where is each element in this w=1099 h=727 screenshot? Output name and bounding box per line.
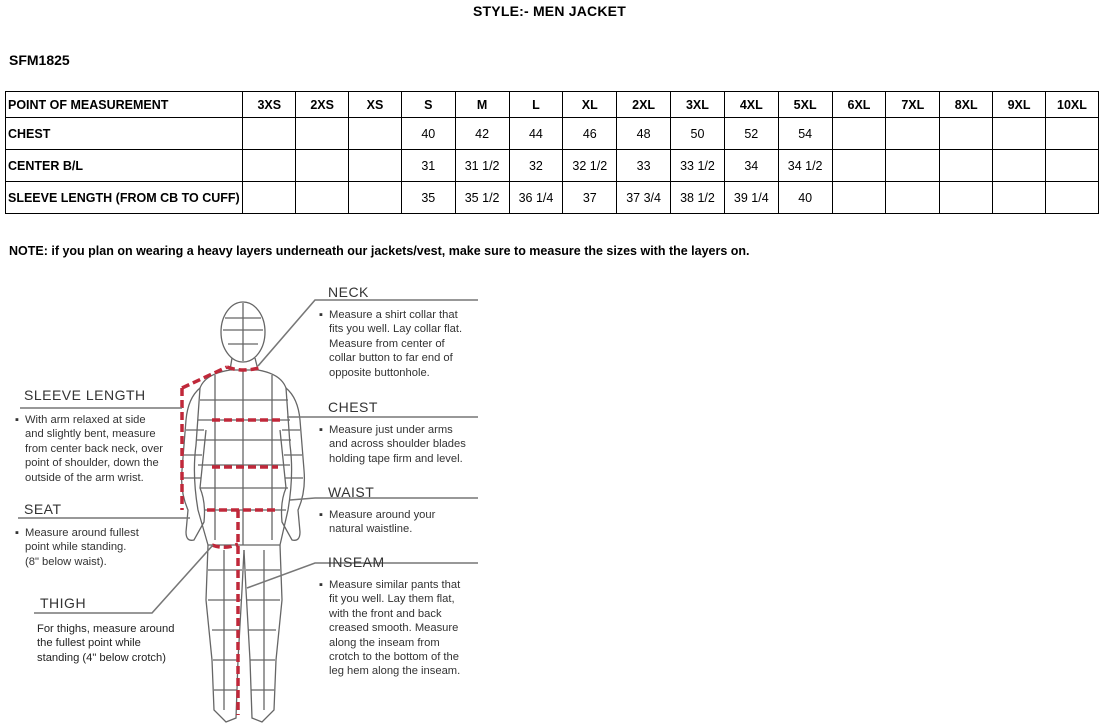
column-header-size: 10XL bbox=[1045, 92, 1098, 118]
size-value-cell: 52 bbox=[724, 118, 778, 150]
style-title: STYLE:- MEN JACKET bbox=[473, 3, 626, 19]
desc-line: fit you well. Lay them flat, bbox=[329, 593, 455, 606]
desc-line: collar button to far end of bbox=[329, 352, 453, 365]
desc-line: along the inseam from bbox=[329, 636, 440, 649]
seat-title: SEAT bbox=[24, 501, 62, 517]
column-header-size: M bbox=[455, 92, 509, 118]
measurement-guide bbox=[0, 270, 500, 727]
desc-line: Measure from center of bbox=[329, 337, 445, 350]
thigh-description bbox=[37, 622, 174, 665]
desc-line: point while standing. bbox=[25, 541, 127, 554]
desc-line: ▪ Measure similar pants that bbox=[319, 579, 461, 591]
column-header-size: 4XL bbox=[724, 92, 778, 118]
size-value-cell: 35 bbox=[401, 182, 455, 214]
desc-line: standing (4" below crotch) bbox=[37, 651, 166, 664]
size-value-cell bbox=[349, 118, 402, 150]
size-value-cell: 34 1/2 bbox=[778, 150, 832, 182]
column-header-size: 2XS bbox=[296, 92, 349, 118]
size-value-cell bbox=[243, 150, 296, 182]
desc-line: ▪ Measure around fullest bbox=[15, 527, 139, 539]
size-value-cell: 46 bbox=[563, 118, 617, 150]
size-value-cell bbox=[940, 150, 993, 182]
sleeve-length-title: SLEEVE LENGTH bbox=[24, 387, 146, 403]
size-value-cell: 39 1/4 bbox=[724, 182, 778, 214]
size-value-cell: 32 bbox=[509, 150, 563, 182]
desc-line: point of shoulder, down the bbox=[25, 457, 159, 470]
size-value-cell bbox=[1045, 182, 1098, 214]
column-header-size: 5XL bbox=[778, 92, 832, 118]
size-value-cell: 37 bbox=[563, 182, 617, 214]
desc-line: (8" below waist). bbox=[25, 555, 107, 568]
size-value-cell bbox=[832, 118, 886, 150]
inseam-description bbox=[319, 578, 460, 679]
table-row bbox=[6, 150, 1099, 182]
size-value-cell bbox=[886, 150, 940, 182]
table-header-row bbox=[6, 92, 1099, 118]
column-header-size: 2XL bbox=[617, 92, 671, 118]
sleeve-length-description bbox=[15, 413, 163, 485]
size-value-cell bbox=[940, 118, 993, 150]
size-value-cell: 35 1/2 bbox=[455, 182, 509, 214]
desc-line: with the front and back bbox=[329, 607, 442, 620]
size-value-cell bbox=[993, 118, 1046, 150]
size-value-cell bbox=[296, 118, 349, 150]
column-header-size: S bbox=[401, 92, 455, 118]
measurement-label: SLEEVE LENGTH (FROM CB TO CUFF) bbox=[6, 182, 243, 214]
desc-line: the fullest point while bbox=[37, 637, 141, 650]
size-value-cell: 40 bbox=[778, 182, 832, 214]
style-code: SFM1825 bbox=[9, 52, 70, 68]
desc-line: fits you well. Lay collar flat. bbox=[329, 323, 463, 336]
size-value-cell bbox=[349, 182, 402, 214]
size-value-cell bbox=[1045, 150, 1098, 182]
column-header-size: 6XL bbox=[832, 92, 886, 118]
size-value-cell: 40 bbox=[401, 118, 455, 150]
size-value-cell: 42 bbox=[455, 118, 509, 150]
seat-description bbox=[15, 526, 139, 569]
size-value-cell: 36 1/4 bbox=[509, 182, 563, 214]
size-value-cell bbox=[296, 150, 349, 182]
size-value-cell: 33 1/2 bbox=[671, 150, 725, 182]
chest-description bbox=[319, 423, 466, 466]
size-value-cell: 50 bbox=[671, 118, 725, 150]
size-value-cell: 38 1/2 bbox=[671, 182, 725, 214]
neck-title: NECK bbox=[328, 284, 369, 300]
size-value-cell bbox=[832, 150, 886, 182]
size-value-cell bbox=[349, 150, 402, 182]
desc-line: ▪ Measure just under arms bbox=[319, 424, 453, 436]
measurement-label: CENTER B/L bbox=[6, 150, 243, 182]
size-value-cell bbox=[940, 182, 993, 214]
column-header-size: L bbox=[509, 92, 563, 118]
desc-line: creased smooth. Measure bbox=[329, 622, 459, 635]
size-value-cell: 48 bbox=[617, 118, 671, 150]
neck-description bbox=[319, 308, 462, 380]
desc-line: leg hem along the inseam. bbox=[329, 665, 461, 678]
table-row bbox=[6, 118, 1099, 150]
size-value-cell bbox=[296, 182, 349, 214]
waist-title: WAIST bbox=[328, 484, 375, 500]
size-value-cell: 54 bbox=[778, 118, 832, 150]
size-chart-table bbox=[5, 91, 1099, 214]
size-value-cell bbox=[832, 182, 886, 214]
desc-line: outside of the arm wrist. bbox=[25, 471, 144, 484]
column-header-size: XS bbox=[349, 92, 402, 118]
waist-description bbox=[319, 508, 435, 537]
desc-line: natural waistline. bbox=[329, 523, 413, 536]
size-value-cell bbox=[243, 182, 296, 214]
column-header-size: 8XL bbox=[940, 92, 993, 118]
size-value-cell: 33 bbox=[617, 150, 671, 182]
size-value-cell bbox=[993, 150, 1046, 182]
size-value-cell: 31 bbox=[401, 150, 455, 182]
chest-title: CHEST bbox=[328, 399, 378, 415]
table-row bbox=[6, 182, 1099, 214]
desc-line: opposite buttonhole. bbox=[329, 366, 430, 379]
size-value-cell bbox=[886, 182, 940, 214]
size-value-cell bbox=[1045, 118, 1098, 150]
desc-line: ▪ Measure around your bbox=[319, 509, 436, 521]
size-value-cell bbox=[243, 118, 296, 150]
size-value-cell: 37 3/4 bbox=[617, 182, 671, 214]
desc-line: ▪ With arm relaxed at side bbox=[15, 414, 146, 426]
desc-line: and slightly bent, measure bbox=[25, 428, 156, 441]
desc-line: For thighs, measure around bbox=[37, 623, 175, 635]
column-header-measurement: POINT OF MEASUREMENT bbox=[6, 92, 243, 118]
desc-line: crotch to the bottom of the bbox=[329, 651, 459, 664]
size-value-cell: 31 1/2 bbox=[455, 150, 509, 182]
layering-note: NOTE: if you plan on wearing a heavy layers underneath our jackets/vest, make sure to measure the sizes with the layers on. bbox=[9, 244, 750, 258]
desc-line: from center back neck, over bbox=[25, 442, 164, 455]
size-value-cell: 34 bbox=[724, 150, 778, 182]
thigh-title: THIGH bbox=[40, 595, 87, 611]
measurement-label: CHEST bbox=[6, 118, 243, 150]
size-value-cell bbox=[886, 118, 940, 150]
column-header-size: XL bbox=[563, 92, 617, 118]
column-header-size: 7XL bbox=[886, 92, 940, 118]
desc-line: and across shoulder blades bbox=[329, 438, 466, 451]
desc-line: holding tape firm and level. bbox=[329, 452, 463, 465]
size-value-cell: 32 1/2 bbox=[563, 150, 617, 182]
column-header-size: 3XL bbox=[671, 92, 725, 118]
size-value-cell: 44 bbox=[509, 118, 563, 150]
inseam-title: INSEAM bbox=[328, 554, 385, 570]
column-header-size: 9XL bbox=[993, 92, 1046, 118]
desc-line: ▪ Measure a shirt collar that bbox=[319, 309, 458, 321]
column-header-size: 3XS bbox=[243, 92, 296, 118]
size-value-cell bbox=[993, 182, 1046, 214]
